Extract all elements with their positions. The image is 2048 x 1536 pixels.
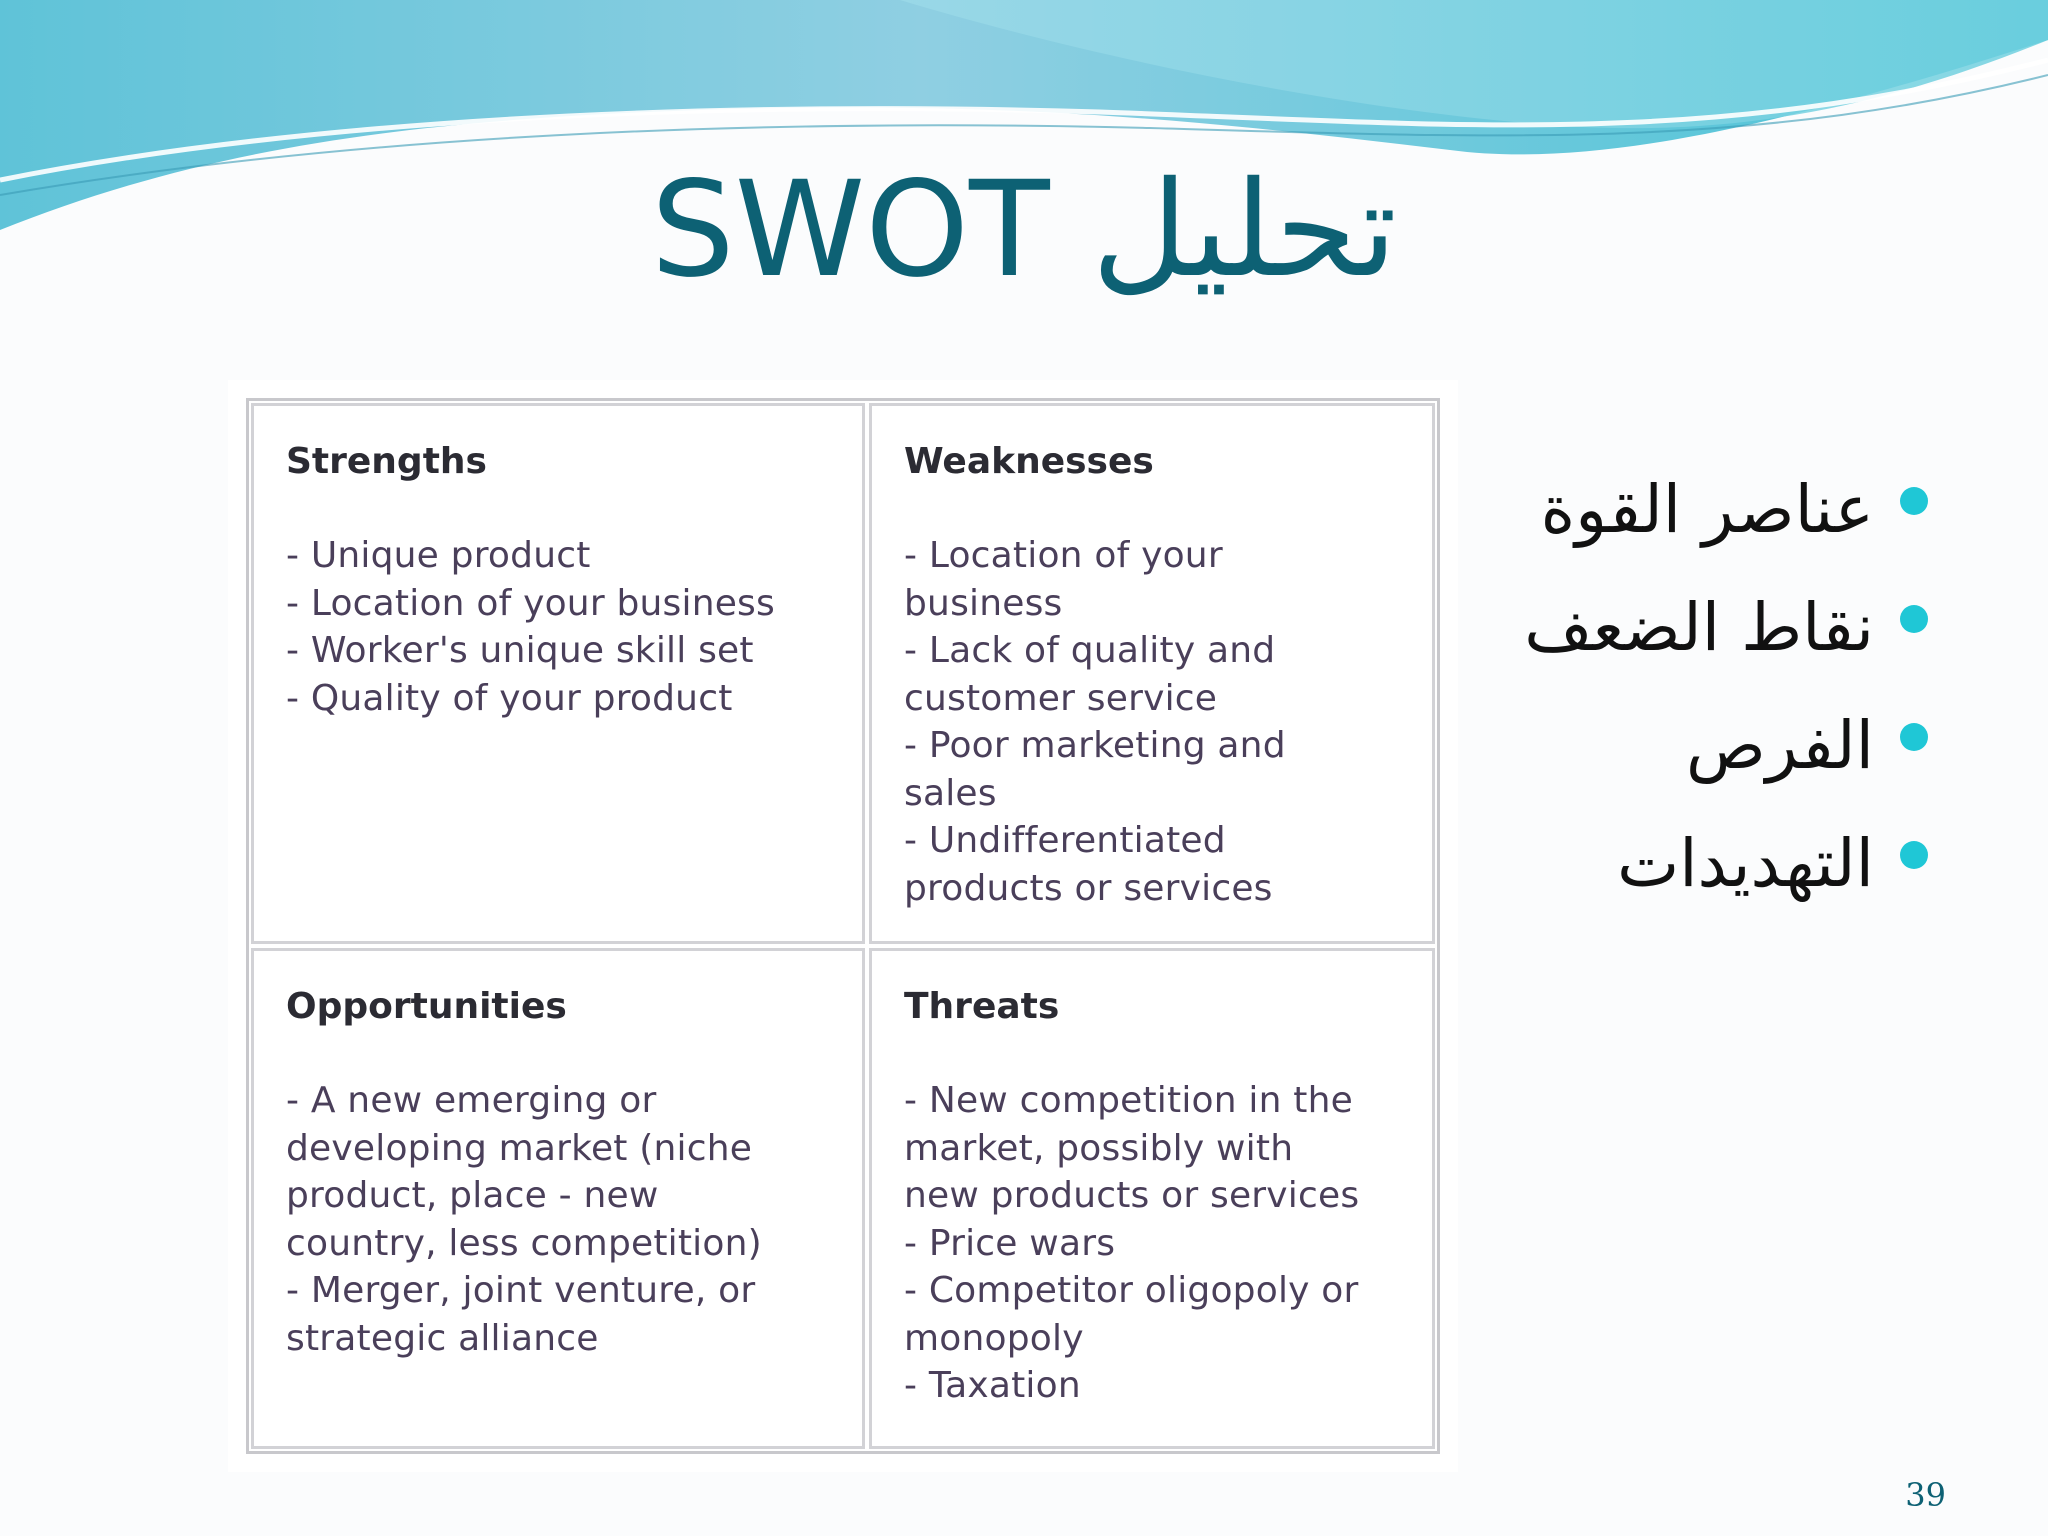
list-item: new products or services (904, 1175, 1360, 1216)
threats-list (904, 1077, 1402, 1410)
list-item: strategic alliance (286, 1317, 599, 1359)
list-item: - A new emerging or (286, 1080, 657, 1121)
page-number: 39 (1905, 1476, 1946, 1514)
list-item: - Location of your (904, 535, 1223, 576)
list-item: - Price wars (904, 1222, 1116, 1264)
list-item: developing market (niche (286, 1127, 753, 1169)
bullet-dot-icon (1900, 841, 1928, 869)
strengths-list (286, 532, 832, 722)
list-item: - Worker's unique skill set (286, 630, 754, 671)
bullet-text: عناصر القوة (1540, 470, 1874, 548)
swot-cell-threats (869, 948, 1435, 1449)
bullet-dot-icon (1900, 723, 1928, 751)
bullet-dot-icon (1900, 487, 1928, 515)
list-item: products or services (904, 867, 1273, 909)
list-item: - Poor marketing and (904, 725, 1286, 766)
list-item: customer service (904, 677, 1218, 719)
slide-title: تحليل SWOT (650, 153, 1398, 307)
list-item: - Undifferentiated (904, 820, 1226, 861)
list-item: - Unique product (286, 535, 591, 576)
list-item: - Competitor oligopoly or (904, 1270, 1359, 1311)
bullet-item (1368, 568, 1928, 686)
list-item: business (904, 582, 1063, 624)
bullet-dot-icon (1900, 605, 1928, 633)
list-item: monopoly (904, 1317, 1084, 1359)
bullet-item (1368, 686, 1928, 804)
swot-cell-weaknesses (869, 403, 1435, 944)
list-item: - New competition in the (904, 1080, 1353, 1121)
bullet-text: الفرص (1685, 706, 1874, 784)
list-item: - Merger, joint venture, or (286, 1270, 756, 1311)
list-item: - Quality of your product (286, 677, 733, 719)
list-item: - Location of your business (286, 582, 775, 624)
swot-cell-strengths (251, 403, 865, 944)
weaknesses-heading: Weaknesses (904, 441, 1154, 482)
swot-table-image (228, 380, 1458, 1472)
list-item: sales (904, 772, 997, 814)
list-item: product, place - new (286, 1175, 659, 1216)
bullet-item (1368, 804, 1928, 922)
opportunities-list (286, 1077, 832, 1362)
strengths-heading: Strengths (286, 441, 487, 482)
bullet-item (1368, 450, 1928, 568)
threats-heading: Threats (904, 986, 1060, 1027)
weaknesses-list (904, 532, 1402, 912)
bullet-text: التهديدات (1617, 824, 1874, 902)
swot-cell-opportunities (251, 948, 865, 1449)
opportunities-heading: Opportunities (286, 986, 567, 1027)
list-item: market, possibly with (904, 1127, 1294, 1169)
bullet-text: نقاط الضعف (1524, 588, 1874, 666)
bullet-list (1368, 450, 1928, 922)
list-item: - Taxation (904, 1365, 1081, 1406)
list-item: - Lack of quality and (904, 630, 1276, 671)
swot-grid (246, 398, 1440, 1454)
list-item: country, less competition) (286, 1222, 762, 1264)
